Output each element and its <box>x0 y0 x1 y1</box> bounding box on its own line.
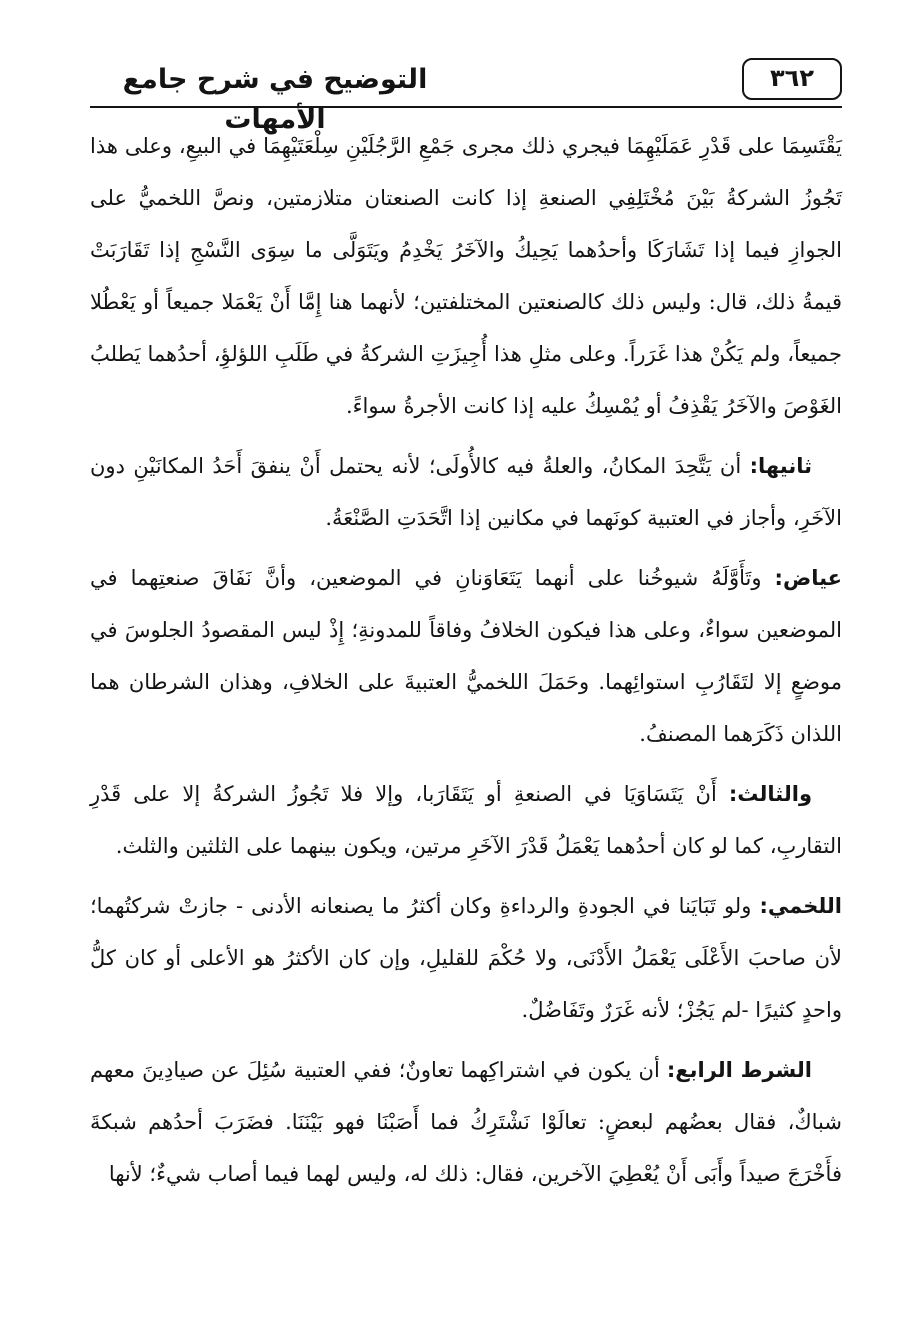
running-title: التوضيح في شرح جامع الأمهات <box>122 64 428 135</box>
paragraph-lead: اللخمي: <box>759 894 842 918</box>
paragraph-text: يَقْتَسِمَا على قَدْرِ عَمَلَيْهِمَا فيجري ذلك مجرى جَمْعِ الرَّجُلَيْنِ سِلْعَتَيْهِمَا في البيعِ، وعلى هذا تَجُوزُ الشركةُ بَيْنَ مُخْتَلِفِي الصنعةِ إذا كانت الصنعتان متلازمتين، ونصَّ اللخميُّ على الجوازِ فيما إذا تَشَارَكَا وأحدُهما يَحِيكُ والآخَرُ يَخْدِمُ ويَتَوَلَّى ما سِوَى النَّسْجِ إذا تَقَارَبَتْ قيمةُ ذلك، قال: وليس ذلك كالصنعتين المختلفتين؛ لأنهما هنا إِمَّا أَنْ يَعْمَلا جميعاً أو يَعْطُلا جميعاً، ولم يَكُنْ هذا غَرَراً. وعلى مثلِ هذا أُجِيزَتِ الشركةُ في طَلَبِ اللؤلؤِ، أحدُهما يَطلبُ الغَوْصَ والآخَرُ يَقْذِفُ أو يُمْسِكُ عليه إذا كانت الأجرةُ سواءً. <box>90 134 842 418</box>
paragraph-text: أَنْ يَتَسَاوَيَا في الصنعةِ أو يَتَقَارَبا، وإلا فلا تَجُوزُ الشركةُ إلا على قَدْرِ التقاربِ، كما لو كان أحدُهما يَعْمَلُ قَدْرَ الآخَرِ مرتين، ويكون بينهما على الثلثين والثلث. <box>90 782 842 858</box>
main-text <box>90 120 842 1208</box>
paragraph <box>90 1044 842 1200</box>
paragraph-text: أن يَتَّحِدَ المكانُ، والعلةُ فيه كالأُولَى؛ لأنه يحتمل أَنْ ينفقَ أَحَدُ المكانَيْنِ دون الآخَرِ، وأجاز في العتبية كونَهما في مكانين إذا اتَّحَدَتِ الصَّنْعَةُ. <box>90 454 842 530</box>
paragraph-lead: ثانيها: <box>749 454 812 478</box>
paragraph <box>90 120 842 432</box>
paragraph-text: أن يكون في اشتراكِهما تعاونٌ؛ ففي العتبية سُئِلَ عن صيادِينَ معهم شباكٌ، فقال بعضُهم لبعضٍ: تعالَوْا نَشْتَرِكُ فما أَصَبْنَا فهو بَيْنَنَا. فضَرَبَ أحدُهم شبكةَ فأَخْرَجَ صيداً وأَبَى أَنْ يُعْطِيَ الآخرين، فقال: ذلك له، وليس لهما فيما أصاب شيءٌ؛ لأنها <box>90 1058 842 1186</box>
page-number: ٣٦٢ <box>742 58 842 100</box>
paragraph-text: وتَأَوَّلَهُ شيوخُنا على أنهما يَتَعَاوَنانِ في الموضعين، وأنَّ نَفَاقَ صنعتِهما في الموضعين سواءٌ، وعلى هذا فيكون الخلافُ وفاقاً للمدونةِ؛ إِذْ ليس المقصودُ الجلوسَ في موضعٍ إلا لتَقَارُبِ استوائِهما. وحَمَلَ اللخميُّ العتبيةَ على الخلافِ، وهذان الشرطان هما اللذان ذَكَرَهما المصنفُ. <box>90 566 842 746</box>
header-divider <box>90 106 842 108</box>
paragraph-lead: الشرط الرابع: <box>666 1058 812 1082</box>
paragraph <box>90 768 842 872</box>
page-header <box>90 56 842 135</box>
paragraph-lead: والثالث: <box>728 782 812 806</box>
paragraph-lead: عياض: <box>774 566 842 590</box>
paragraph <box>90 552 842 760</box>
paragraph <box>90 440 842 544</box>
paragraph-text: ولو تَبَايَنا في الجودةِ والرداءةِ وكان أكثرُ ما يصنعانه الأدنى - جازتْ شركتُهما؛ لأن صاحبَ الأَعْلَى يَعْمَلُ الأَدْنَى، ولا حُكْمَ للقليلِ، وإن كان الأكثرُ هو الأعلى أو كان كلُّ واحدٍ كثيرًا -لم يَجُزْ؛ لأنه غَرَرٌ وتَفَاضُلٌ. <box>90 894 842 1022</box>
paragraph <box>90 880 842 1036</box>
